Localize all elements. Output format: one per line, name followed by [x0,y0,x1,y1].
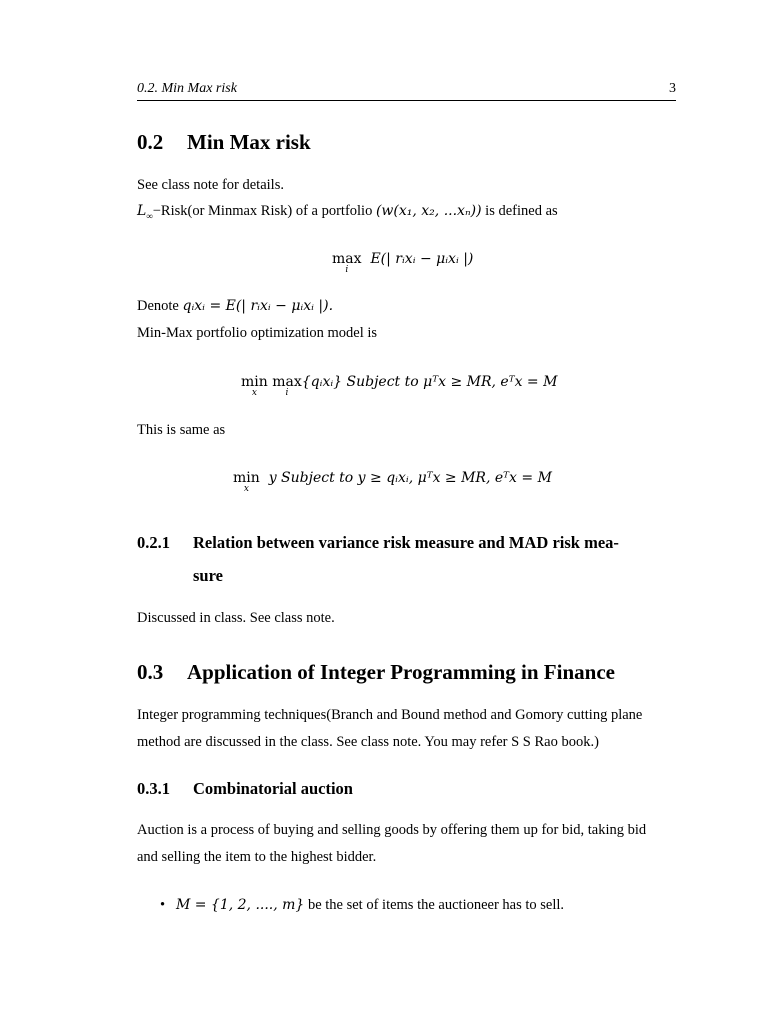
paragraph-denote [137,298,333,315]
equation-body: {qᵢxᵢ} Subject to μᵀx ≥ MR, eᵀx = M [301,374,558,390]
subsection-title: Relation between variance risk measure and MAD risk mea- [193,533,619,552]
paragraph: Min-Max portfolio optimization model is [137,325,378,341]
math-subscript: ∞ [146,210,153,221]
math-inline: M = {1, 2, ...., m} [175,897,305,913]
operator-min: min x [233,470,260,494]
bullet-icon: • [160,897,166,913]
paragraph-line: Integer programming techniques(Branch and Bound method and Gomory cutting plane [137,707,643,723]
section-heading-0-2 [137,130,311,155]
math-inline: (w(x₁, x₂, ...xₙ)) [375,203,482,219]
page-number: 3 [669,81,676,96]
text-run: −Risk(or Minmax Risk) of a portfolio [152,203,373,219]
equation-body: E(| rᵢxᵢ − μᵢxᵢ |) [370,251,474,267]
math-inline: qᵢxᵢ = E(| rᵢxᵢ − μᵢxᵢ |). [182,298,334,314]
equation-max-risk [332,251,474,275]
equation-body: y Subject to y ≥ qᵢxᵢ, μᵀx ≥ MR, eᵀx = M [268,470,552,486]
section-heading-0-3 [137,660,615,685]
paragraph-line: Auction is a process of buying and selling goods by offering them up for bid, taking bid [137,822,647,838]
paragraph: See class note for details. [137,177,284,193]
subsection-number: 0.2.1 [137,533,170,552]
equation-lp-form [233,470,552,494]
text-run: Denote [137,298,179,314]
paragraph-line: method are discussed in the class. See class note. You may refer S S Rao book.) [137,734,599,750]
subsection-number: 0.3.1 [137,779,170,798]
subsection-title: Combinatorial auction [193,779,353,798]
paragraph-line: and selling the item to the highest bidder. [137,849,377,865]
section-number: 0.2 [137,130,164,154]
list-item [160,897,564,914]
subsection-title-continued: sure [193,566,223,585]
math-symbol: L [137,203,147,219]
paragraph-definition [137,203,558,220]
section-title: Min Max risk [187,130,311,154]
paragraph: This is same as [137,422,226,438]
paragraph: Discussed in class. See class note. [137,610,335,626]
section-number: 0.3 [137,660,164,684]
subsection-heading-0-3-1 [137,779,353,799]
operator-max: max i [332,251,362,275]
running-head [137,80,676,101]
bullet-list [160,897,564,914]
running-head-title: 0.2. Min Max risk [137,81,237,96]
text-run: be the set of items the auctioneer has to sell. [307,897,565,913]
subsection-heading-0-2-1 [137,533,619,553]
equation-minmax-model [241,374,558,398]
text-run: is defined as [485,203,558,219]
operator-min: min x [241,374,268,398]
operator-max: max i [272,374,302,398]
section-title: Application of Integer Programming in Finance [187,660,615,684]
